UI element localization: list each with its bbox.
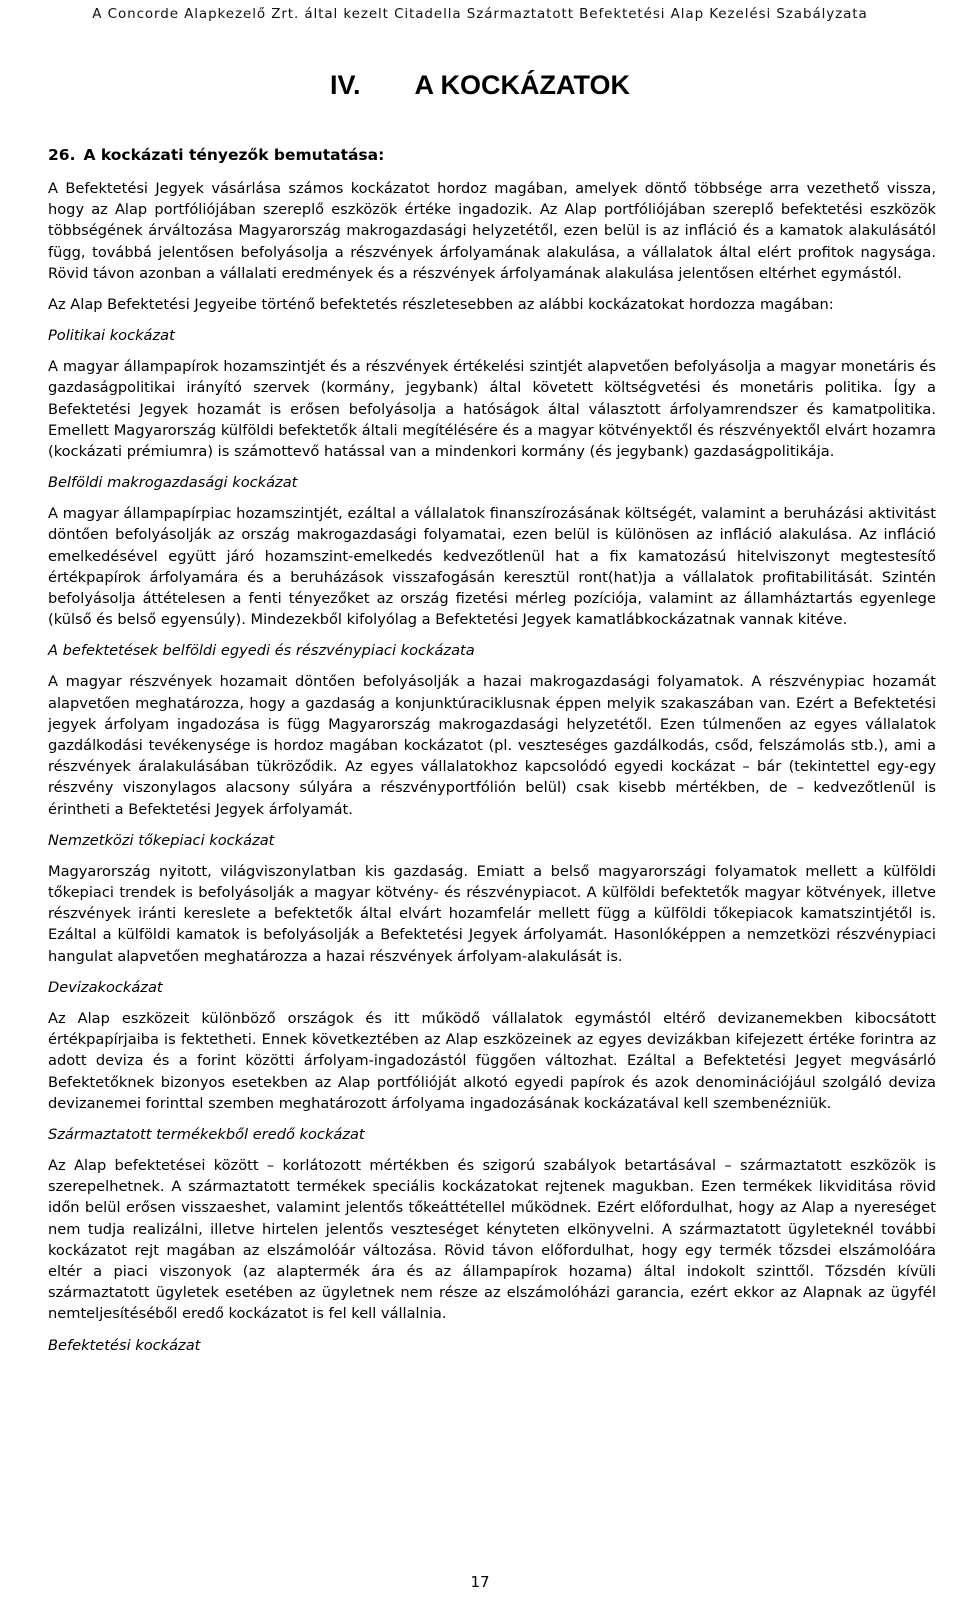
section-title xyxy=(48,145,936,166)
subheading-international-capital-market-risk: Nemzetközi tőkepiaci kockázat xyxy=(48,831,275,849)
subheading-political-risk: Politikai kockázat xyxy=(48,327,175,345)
section-number: 26. xyxy=(48,146,76,164)
subheading-currency-risk: Devizakockázat xyxy=(48,978,163,996)
intro-paragraph: A Befektetési Jegyek vásárlása számos kockázatot hordoz magában, amelyek döntő többsége arra vezethető vissza, hogy az Alap portfóliójában szereplő eszközök értéke ingadozik. Az Alap portfóliójában szereplő befektetési eszközök többségének árváltozása Magyarország makrogazdasági helyzetétől, ezen belül is az infláció és a kamatok alakulásától függ, továbbá jelentősen befolyásolja a részvények árfolyamának alakulása, a vállalatok által elért profitok nagysága. Rövid távon azonban a vállalati eredmények és a részvények árfolyamának alakulása jelentősen eltérhet egymástól. xyxy=(48,180,936,282)
document-body xyxy=(48,145,936,1366)
subheading-equity-market-risk: A befektetések belföldi egyedi és részvénypiaci kockázata xyxy=(48,642,475,660)
subheading-derivatives-risk: Származtatott termékekből eredő kockázat xyxy=(48,1125,365,1143)
paragraph-equity-market-risk: A magyar részvények hozamait döntően befolyásolják a hazai makrogazdasági folyamatok. A részvénypiac hozamát alapvetően meghatározza, hogy a gazdaság a konjunktúraciklusnak éppen melyik szakaszában van. Ezért a Befektetési jegyek árfolyam ingadozása is függ Magyarország makrogazdasági helyzetétől. Ezen túlmenően az egyes vállalatok gazdálkodási tevékenysége is hordoz magában kockázatot (pl. veszteséges gazdálkodás, csőd, felszámolás stb.), ami a részvények áralakulásában tükröződik. Az egyes vállalatokhoz kapcsolódó egyedi kockázat – bár (tekintettel egy-egy részvény viszonylagos alacsony súlyára a részvényportfólión belül) csak kisebb mértékben, de – kedvezőtlenül is érintheti a Befektetési Jegyek árfolyamát. xyxy=(48,673,936,818)
section-title-text: A kockázati tényezők bemutatása: xyxy=(83,146,385,164)
paragraph-currency-risk: Az Alap eszközeit különböző országok és itt működő vállalatok egymástól eltérő devizanemekben kibocsátott értékpapírjaiba is fektetheti. Ennek következtében az Alap eszközeinek az egyes devizákban kifejezett értéke forintra az adott deviza és a forint közötti árfolyam-ingadozástól függően változhat. Ezáltal a Befektetési Jegyet megvásárló Befektetőknek bizonyos esetekben az Alap portfólióját alkotó egyedi papírok és azok denominációjául szolgáló deviza devizanemei forinttal szemben meghatározott árfolyama ingadozásának kockázatával kell szembenézniük. xyxy=(48,1009,936,1112)
paragraph-political-risk: A magyar állampapírok hozamszintjét és a részvények értékelési szintjét alapvetően befolyásolja a magyar monetáris és gazdaságpolitikai irányító szervek (kormány, jegybank) által követett költségvetési és monetáris politika. Így a Befektetési Jegyek hozamát is erősen befolyásolja a hatóságok által választott árfolyamrendszer és kamatpolitika. Emellett Magyarország külföldi befektetők általi megítélésére és a magyar kötvényektől és részvényektől elvárt hozamra (kockázati prémiumra) is számottevő hatással van a mindenkori kormány (és jegybank) gazdaságpolitikája. xyxy=(48,358,936,461)
intro-paragraph-2: Az Alap Befektetési Jegyeibe történő befektetés részletesebben az alábbi kockázatokat hordozza magában: xyxy=(48,296,834,314)
running-header: A Concorde Alapkezelő Zrt. által kezelt Citadella Származtatott Befektetési Alap Kezelési Szabályzata xyxy=(92,6,868,22)
paragraph-domestic-macro-risk: A magyar állampapírpiac hozamszintjét, ezáltal a vállalatok finanszírozásának költségét, valamint a beruházási aktivitást döntően befolyásolják az ország makrogazdasági folyamatai, ezen belül is különösen az infláció alakulása. Az infláció emelkedésével együtt járó hozamszint-emelkedés kedvezőtlenül hat a fix kamatozású hitelviszonyt megtestesítő értékpapírok árfolyamára és a beruházások visszafogásán keresztül ront(hat)ja a vállalatok profitabilitását. Szintén befolyásolja áttételesen a fenti tényezőket az ország fizetési mérleg pozíciója, valamint az államháztartás egyenlege (külső és belső egyensúly). Mindezekből kifolyólag a Befektetési Jegyek kamatlábkockázatnak vannak kitéve. xyxy=(48,505,936,629)
paragraph-derivatives-risk: Az Alap befektetései között – korlátozott mértékben és szigorú szabályok betartásával – származtatott eszközök is szerepelhetnek. A származtatott termékek speciális kockázatokat rejtenek magukban. Ezen termékek likviditása rövid időn belül erősen visszaeshet, valamint jelentős tőkeáttétellel működnek. Ezért előfordulhat, hogy az Alap a nyereséget nem tudja realizálni, illetve hirtelen jelentős veszteséget kényteten elkönyvelni. A származtatott ügyleteknél további kockázatot rejt magában az elszámolóár változása. Rövid távon előfordulhat, hogy egy termék tőzsdei elszámolóára eltér a piaci viszonyok (az alaptermék ára és az állampapírok hozama) által indokolt szinttől. Tőzsdén kívüli származtatott ügyletek esetében az ügyletnek nem része az elszámolóházi garancia, ezért ekkor az Alapnak az ügyfél nemteljesítéséből eredő kockázatot is fel kell vállalnia. xyxy=(48,1156,936,1323)
chapter-number: IV. xyxy=(329,70,361,100)
chapter-heading xyxy=(0,68,960,102)
page-number: 17 xyxy=(470,1573,490,1591)
chapter-title: A KOCKÁZATOK xyxy=(414,70,631,100)
subheading-investment-risk: Befektetési kockázat xyxy=(48,1336,201,1354)
subheading-domestic-macro-risk: Belföldi makrogazdasági kockázat xyxy=(48,474,298,492)
paragraph-international-capital-market-risk: Magyarország nyitott, világviszonylatban kis gazdaság. Emiatt a belső magyarországi folyamatok mellett a külföldi tőkepiaci trendek is befolyásolják a magyar kötvény- és részvénypiacot. A külföldi befektetők magyar kötvények, illetve részvények iránti kereslete a befektetők által elvárt hozamfelár mellett függ a külföldi tőkepiacok kamatszintjétől is. Ezáltal a külföldi kamatok is befolyásolják a Befektetési Jegyek árfolyamát. Hasonlóképpen a nemzetközi részvénypiaci hangulat alapvetően meghatározza a hazai részvények árfolyam-alakulását is. xyxy=(48,862,936,965)
